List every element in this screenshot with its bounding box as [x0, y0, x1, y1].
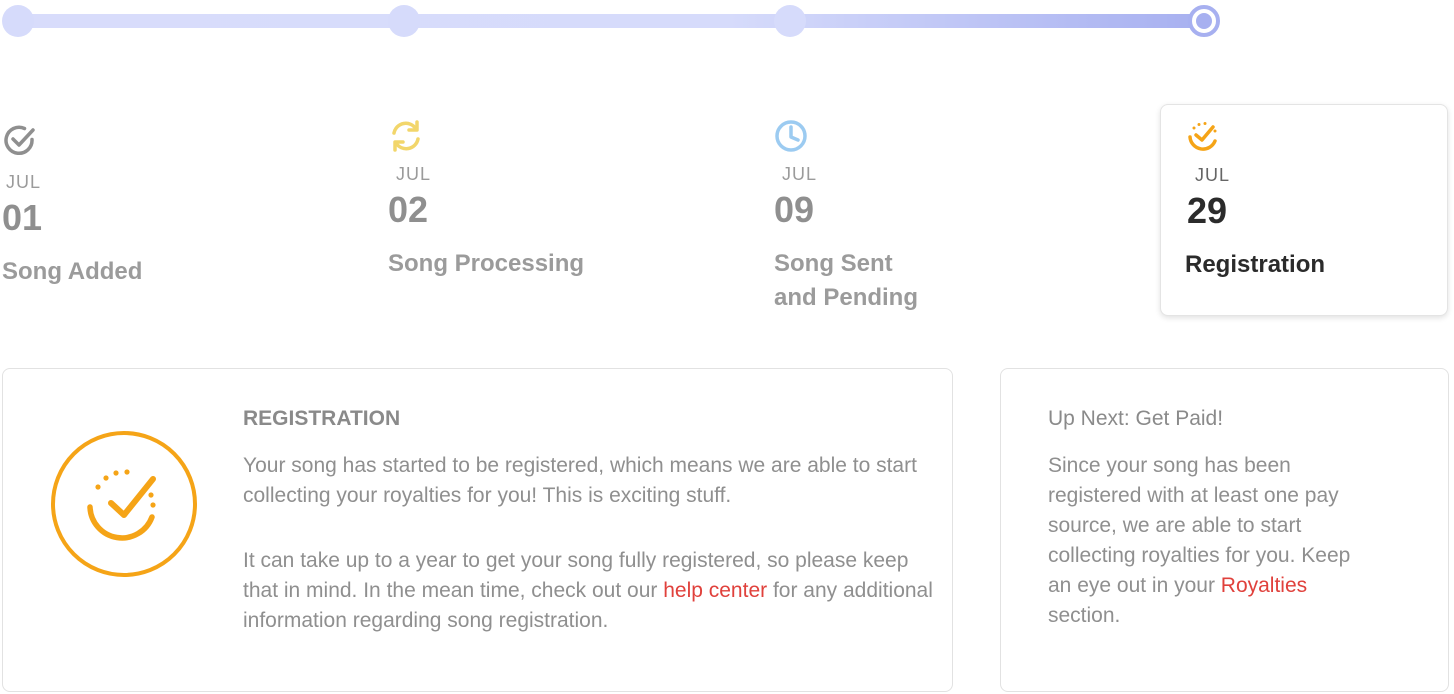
step-label: Registration — [1185, 251, 1326, 278]
paragraph-text: section. — [1048, 604, 1121, 627]
progress-dot-1 — [2, 5, 34, 37]
step-day: 01 — [2, 197, 43, 238]
up-next-card — [1000, 368, 1449, 692]
step-song-processing — [388, 118, 688, 281]
registration-detail-card — [2, 368, 953, 692]
check-circle-icon — [2, 122, 38, 158]
step-registration[interactable] — [1160, 104, 1448, 316]
step-month: JUL — [396, 164, 432, 184]
registration-check-icon — [49, 429, 199, 579]
progress-track — [18, 14, 1204, 28]
step-song-added — [2, 122, 302, 289]
step-day: 02 — [388, 189, 429, 230]
help-center-link[interactable]: help center — [663, 579, 768, 602]
paragraph-text: It can take up to a year to get your song fully registered, so please keep that in mind. In the mean time, check out our — [243, 549, 909, 602]
refresh-icon — [388, 118, 424, 154]
progress-dot-current — [1188, 5, 1220, 37]
step-month: JUL — [1195, 165, 1231, 185]
step-month: JUL — [6, 172, 42, 192]
step-label-line2: and Pending — [774, 284, 918, 311]
paragraph-text: Since your song has been registered with at least one pay source, we are able to start collecting royalties for you. Keep an eye out in your — [1048, 454, 1351, 597]
card-paragraph-2 — [243, 546, 933, 636]
royalties-link[interactable]: Royalties — [1220, 574, 1308, 597]
step-label: Song Processing — [388, 250, 585, 277]
step-song-sent — [774, 118, 1074, 315]
step-label — [774, 247, 1074, 315]
paragraph-text: for any additional information regarding song registration. — [243, 579, 933, 632]
clock-icon — [774, 118, 810, 154]
step-day: 09 — [774, 189, 815, 230]
step-label: Song Added — [2, 258, 143, 285]
card-paragraph-1: Your song has started to be registered, which means we are able to start collecting your royalties for you! This is exciting stuff. — [243, 454, 917, 507]
step-month: JUL — [782, 164, 818, 184]
up-next-paragraph — [1048, 451, 1368, 631]
step-label-line1: Song Sent — [774, 250, 893, 277]
registration-check-icon — [1185, 119, 1221, 155]
progress-dot-3 — [774, 5, 806, 37]
step-day: 29 — [1187, 190, 1228, 231]
progress-dot-2 — [388, 5, 420, 37]
up-next-title: Up Next: Get Paid! — [1048, 407, 1224, 430]
card-title: REGISTRATION — [243, 407, 401, 430]
